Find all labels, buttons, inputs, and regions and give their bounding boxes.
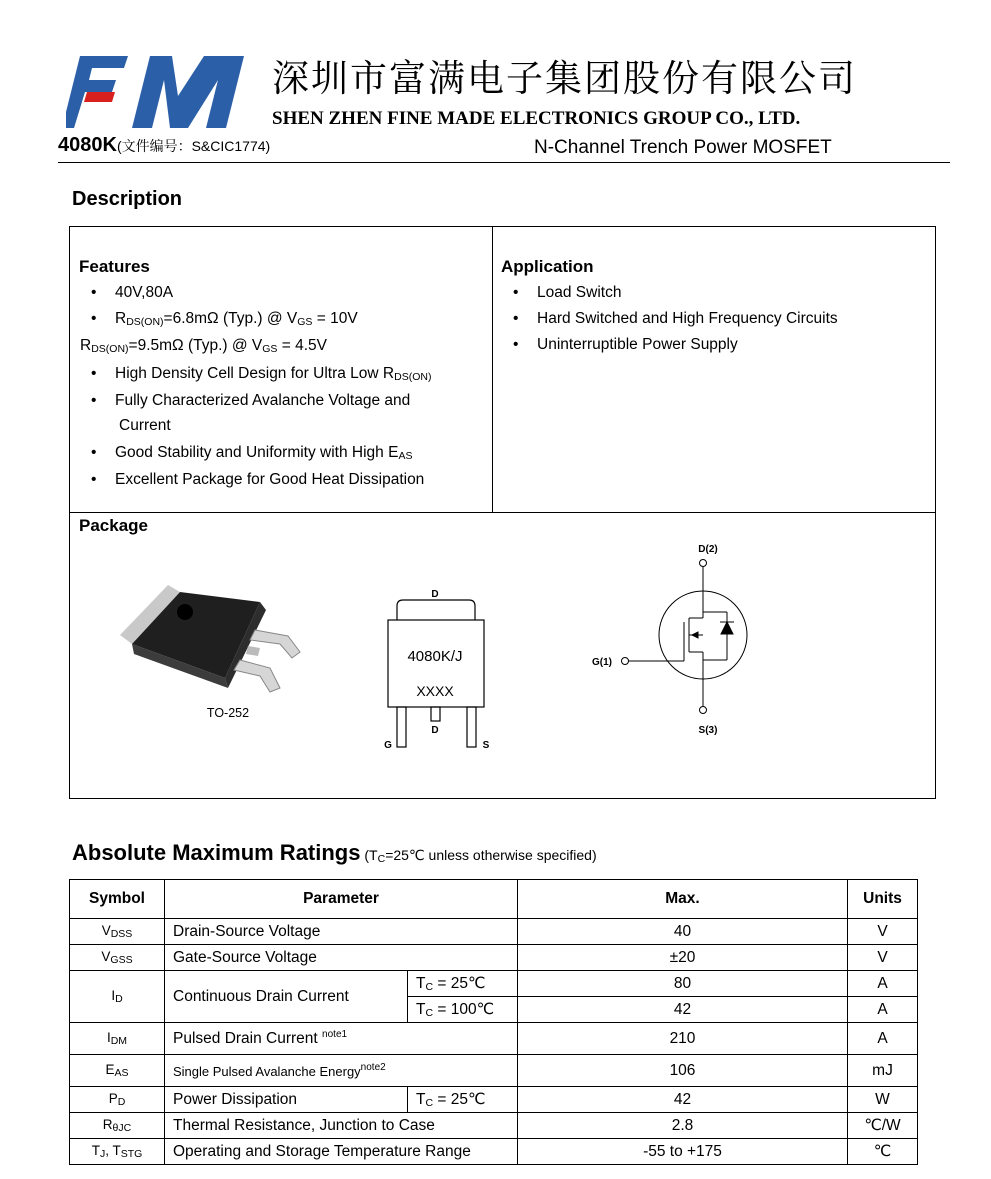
marking-code: XXXX	[416, 683, 454, 699]
product-type: N-Channel Trench Power MOSFET	[534, 137, 832, 158]
company-name-chinese: 深圳市富满电子集团股份有限公司	[272, 57, 857, 100]
marking-pin-s: S	[482, 740, 490, 751]
package-illustrations	[110, 540, 770, 760]
list-continuation: $R_{DS(ON)}=9.5m\Omega$ (Typ.) @ $V_{GS} = 4.5V$	[80, 337, 327, 355]
package-label: TO-252	[206, 706, 250, 720]
table-row: $E_{AS}$ Single Pulsed Avalanche Energy$^{note2}$ 106 mJ	[70, 1055, 918, 1087]
description-row-divider	[69, 512, 936, 513]
schematic-gate-label: G(1)	[592, 657, 612, 668]
table-row: $V_{DSS}$ Drain-Source Voltage 40 V	[70, 919, 918, 945]
marking-diagram	[384, 589, 490, 751]
to252-package-image	[120, 585, 300, 720]
ratings-heading: Absolute Maximum Ratings ($T_C=25℃$ unless otherwise specified)	[72, 840, 597, 865]
part-line	[58, 134, 270, 157]
marking-pin-d: D	[431, 725, 439, 736]
marking-text: 4080K/J	[407, 648, 463, 665]
table-row: $V_{GSS}$ Gate-Source Voltage ±20 V	[70, 945, 918, 971]
mosfet-schematic	[592, 544, 747, 736]
company-logo	[66, 56, 250, 128]
logo-letter-m	[132, 56, 244, 128]
list-continuation: Current	[119, 417, 171, 434]
header-units: Units	[848, 880, 918, 919]
header-divider	[58, 162, 950, 163]
description-column-divider	[492, 226, 493, 513]
application-title: Application	[501, 257, 594, 276]
marking-pin-g: G	[384, 740, 392, 751]
table-row: $T_C$ = 100℃ 42 A	[70, 997, 918, 1023]
marking-pin-d-top: D	[431, 589, 439, 600]
document-number: (文件编号：S&CIC1774)	[116, 138, 271, 154]
schematic-drain-label: D(2)	[698, 544, 718, 555]
package-title: Package	[79, 516, 148, 535]
features-title: Features	[79, 257, 150, 276]
header-symbol: Symbol	[70, 880, 165, 919]
table-header-row	[70, 880, 918, 919]
ratings-table	[69, 879, 918, 1165]
header-max: Max.	[518, 880, 848, 919]
table-row: $P_D$ Power Dissipation $T_C$ = 25℃ 42 W	[70, 1087, 918, 1113]
header-parameter: Parameter	[165, 880, 518, 919]
table-row: $R_{\theta JC}$ Thermal Resistance, Junction to Case 2.8 ℃/W	[70, 1113, 918, 1139]
part-number: 4080K	[58, 134, 117, 156]
table-row: $T_J$, $T_{STG}$ Operating and Storage Temperature Range -55 to +175 ℃	[70, 1139, 918, 1165]
schematic-source-label: S(3)	[698, 725, 718, 736]
table-row: $I_D$ Continuous Drain Current $T_C$ = 25℃ 80 A	[70, 971, 918, 997]
logo-red-bar	[84, 92, 115, 102]
company-name-english: SHEN ZHEN FINE MADE ELECTRONICS GROUP CO., LTD.	[272, 108, 801, 129]
description-heading: Description	[72, 188, 183, 210]
table-row: $I_{DM}$ Pulsed Drain Current $^{note1}$ 210 A	[70, 1023, 918, 1055]
